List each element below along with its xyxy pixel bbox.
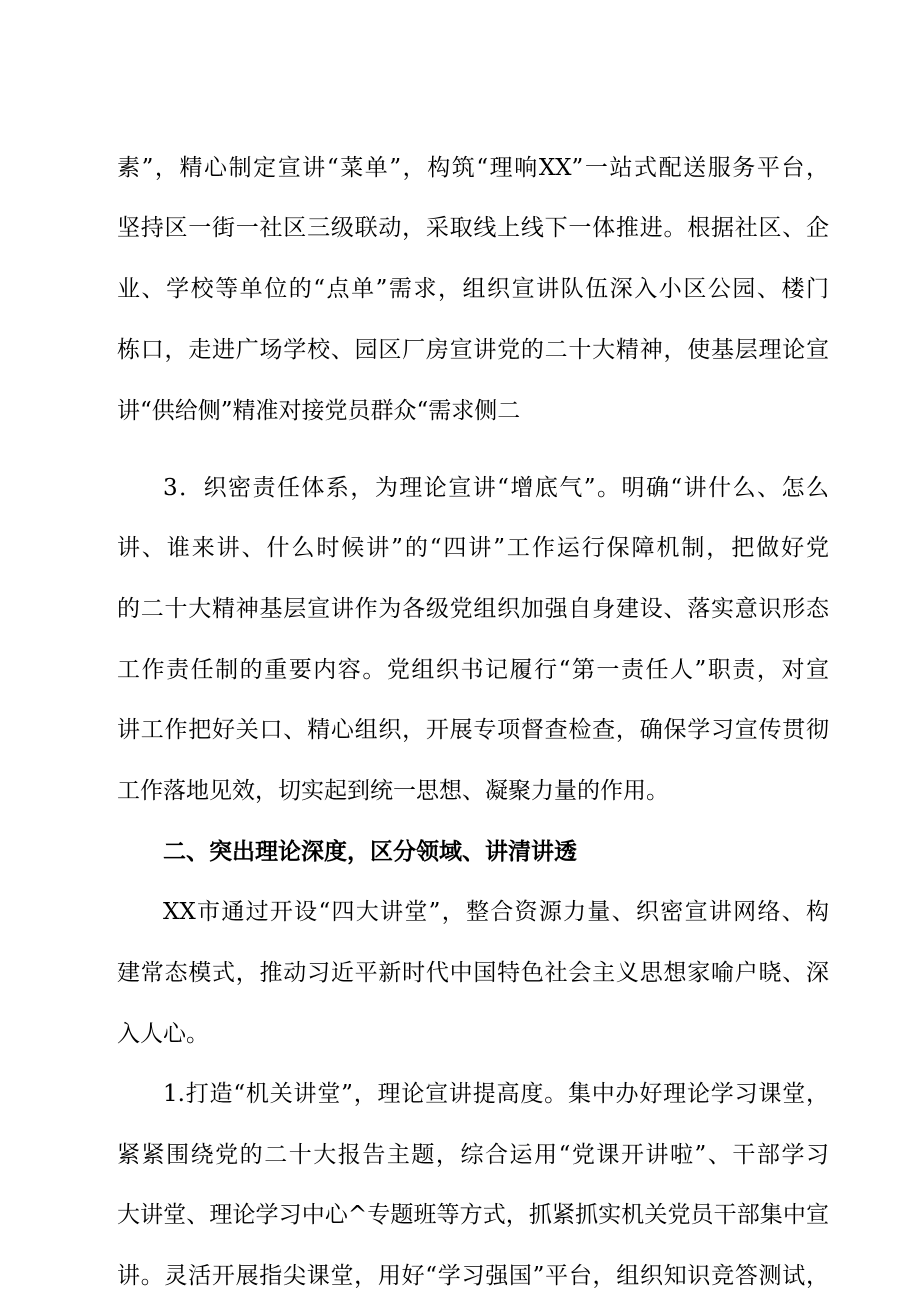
text-line: 栋口，走进广场学校、园区厂房宣讲党的二十大精神，使基层理论宣	[117, 337, 829, 363]
text-line: 讲工作把好关口、精心组织，开展专项督查检查，确保学习宣传贯彻	[117, 717, 829, 743]
text-line: 讲“供给侧”精准对接党员群众“需求侧二	[117, 398, 521, 424]
text-line: 讲、谁来讲、什么时候讲”的“四讲”工作运行保障机制，把做好党	[117, 535, 829, 561]
text-line: 素”，精心制定宣讲“菜单”，构筑“理响XX”一站式配送服务平台，	[117, 155, 829, 181]
text-line: 建常态模式，推动习近平新时代中国特色社会主义思想家喻户晓、深	[117, 960, 829, 986]
text-line: 工作落地见效，切实起到统一思想、凝聚力量的作用。	[117, 778, 669, 804]
text-line: 3．织密责任体系，为理论宣讲“增底气”。明确“讲什么、怎么	[163, 475, 829, 501]
text-line: 业、学校等单位的“点单”需求，组织宣讲队伍深入小区公园、楼门	[117, 276, 829, 302]
section-heading: 二、突出理论深度，区分领域、讲清讲透	[163, 839, 577, 865]
text-line: 工作责任制的重要内容。党组织书记履行“第一责任人”职责，对宣	[117, 657, 829, 683]
text-line: XX市通过开设“四大讲堂”，整合资源力量、织密宣讲网络、构	[163, 899, 829, 925]
text-line: 入人心。	[117, 1021, 209, 1047]
text-line: 的二十大精神基层宣讲作为各级党组织加强自身建设、落实意识形态	[117, 596, 829, 622]
text-line: 大讲堂、理论学习中心^专题班等方式，抓紧抓实机关党员干部集中宣	[117, 1202, 829, 1228]
text-line: 讲。灵活开展指尖课堂，用好“学习强国”平台，组织知识竞答测试，	[117, 1263, 829, 1289]
text-line: 坚持区一街一社区三级联动，采取线上线下一体推进。根据社区、企	[117, 215, 829, 241]
text-line: 1.打造“机关讲堂”，理论宣讲提高度。集中办好理论学习课堂，	[163, 1081, 829, 1107]
text-line: 紧紧围绕党的二十大报告主题，综合运用“党课开讲啦”、干部学习	[117, 1142, 829, 1168]
